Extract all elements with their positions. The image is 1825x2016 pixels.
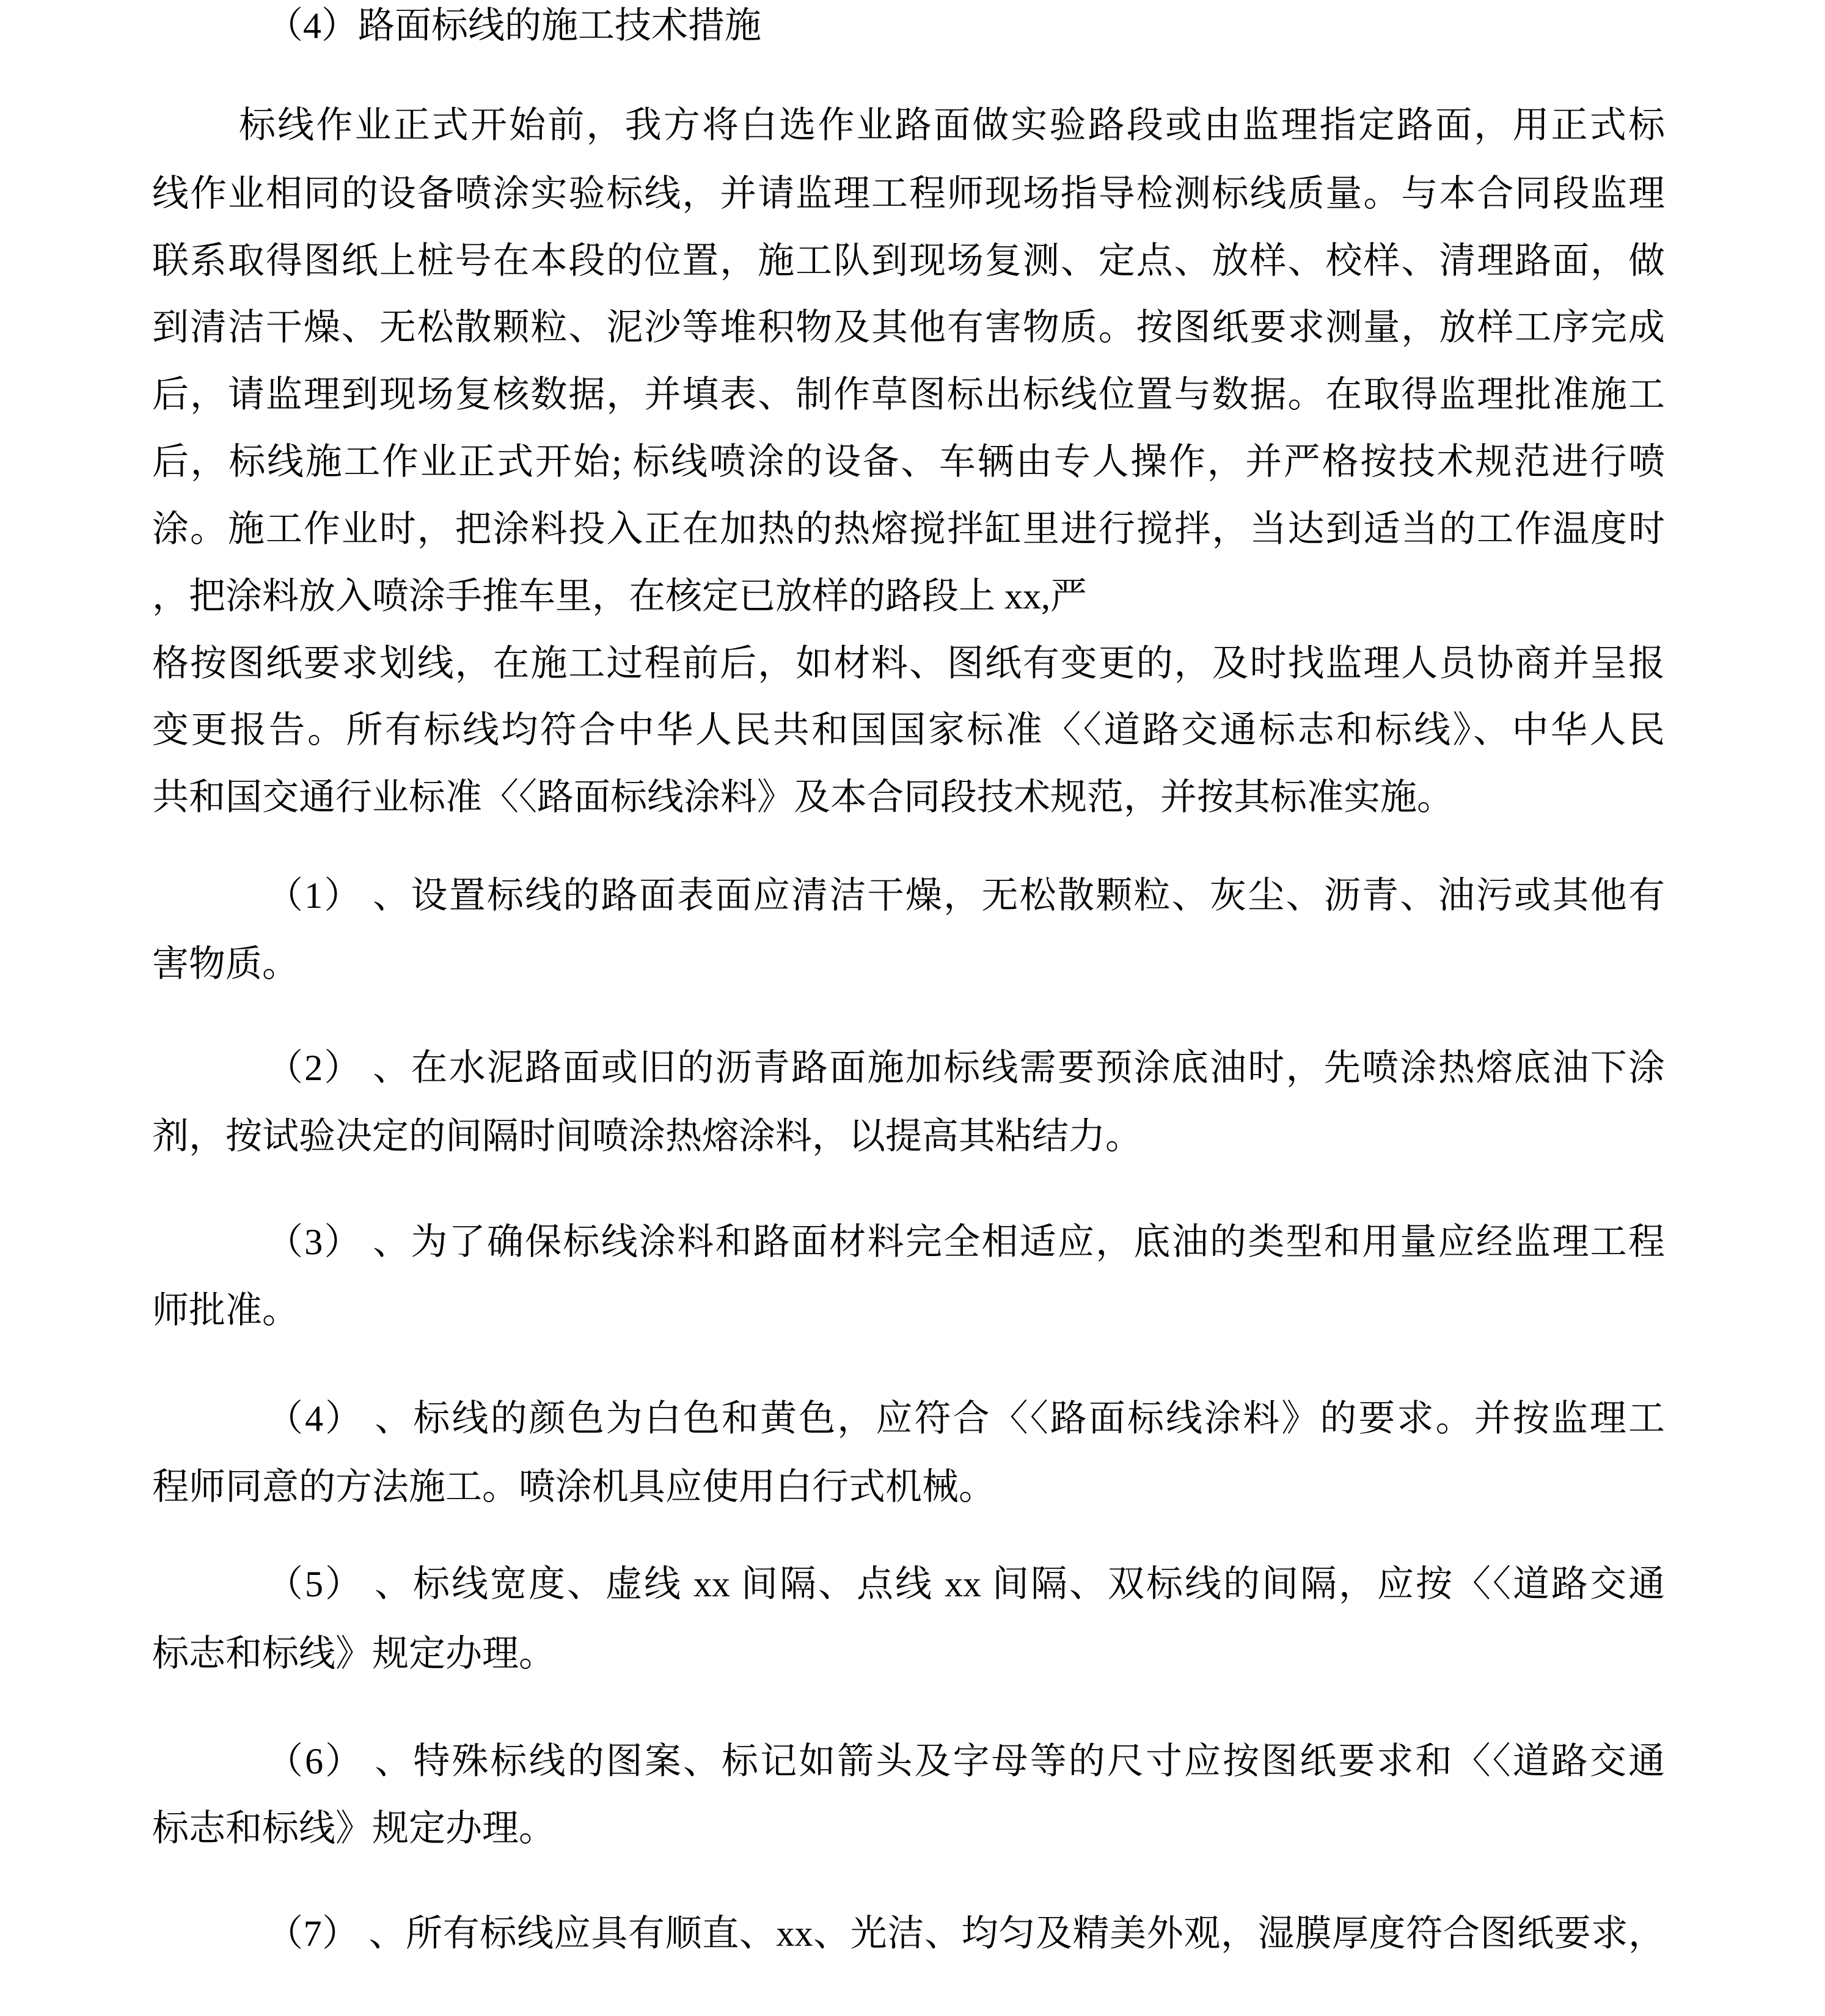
paragraph-line: 到清洁干燥、无松散颗粒、泥沙等堆积物及其他有害物质。按图纸要求测量，放样工序完成	[152, 307, 1665, 348]
list-item-line: 害物质。	[152, 944, 299, 984]
list-item-line: 师批准。	[152, 1290, 299, 1331]
list-item-line: 程师同意的方法施工。喷涂机具应使用白行式机械。	[152, 1467, 995, 1507]
section-heading: （4）路面标线的施工技术措施	[266, 5, 761, 46]
list-item-line: （5） 、标线宽度、虚线 xx 间隔、点线 xx 间隔、双标线的间隔，应按〈〈道路交通	[266, 1564, 1665, 1604]
paragraph-line: 格按图纸要求划线，在施工过程前后，如材料、图纸有变更的，及时找监理人员协商并呈报	[152, 643, 1665, 684]
list-item-line: 标志和标线》规定办理。	[152, 1808, 555, 1849]
list-item-line: 标志和标线》规定办理。	[152, 1634, 555, 1674]
list-item-line: （6） 、特殊标线的图案、标记如箭头及字母等的尺寸应按图纸要求和〈〈道路交通	[266, 1741, 1665, 1781]
paragraph-line: 标线作业正式开始前，我方将白选作业路面做实验路段或由监理指定路面，用正式标	[239, 105, 1665, 145]
paragraph-line: 线作业相同的设备喷涂实验标线，并请监理工程师现场指导检测标线质量。与本合同段监理	[152, 173, 1665, 214]
list-item-line: （1） 、设置标线的路面表面应清洁干燥，无松散颗粒、灰尘、沥青、油污或其他有	[266, 875, 1665, 916]
paragraph-line: 后，标线施工作业正式开始; 标线喷涂的设备、车辆由专人操作，并严格按技术规范进行喷	[152, 442, 1665, 482]
paragraph-line: 涂。施工作业时，把涂料投入正在加热的热熔搅拌缸里进行搅拌，当达到适当的工作温度时	[152, 509, 1665, 549]
list-item-line: （2） 、在水泥路面或旧的沥青路面施加标线需要预涂底油时，先喷涂热熔底油下涂	[266, 1048, 1665, 1088]
paragraph-line: ，把涂料放入喷涂手推车里，在核定已放样的路段上 xx,严	[152, 576, 1087, 616]
paragraph-line: 后，请监理到现场复核数据，并填表、制作草图标出标线位置与数据。在取得监理批准施工	[152, 374, 1665, 415]
list-item-line: （3） 、为了确保标线涂料和路面材料完全相适应，底油的类型和用量应经监理工程	[266, 1222, 1665, 1262]
paragraph-line: 共和国交通行业标准〈〈路面标线涂料》及本合同段技术规范，并按其标准实施。	[152, 777, 1454, 817]
list-item-line: （4） 、标线的颜色为白色和黄色，应符合〈〈路面标线涂料》的要求。并按监理工	[266, 1398, 1665, 1439]
paragraph-line: 变更报告。所有标线均符合中华人民共和国国家标准〈〈道路交通标志和标线》、中华人民	[152, 710, 1665, 750]
list-item-line: 剂，按试验决定的间隔时间喷涂热熔涂料，以提高其粘结力。	[152, 1116, 1142, 1156]
list-item-line: （7） 、所有标线应具有顺直、xx、光洁、均匀及精美外观，湿膜厚度符合图纸要求，	[266, 1913, 1665, 1954]
paragraph-line: 联系取得图纸上桩号在本段的位置，施工队到现场复测、定点、放样、校样、清理路面，做	[152, 241, 1665, 281]
